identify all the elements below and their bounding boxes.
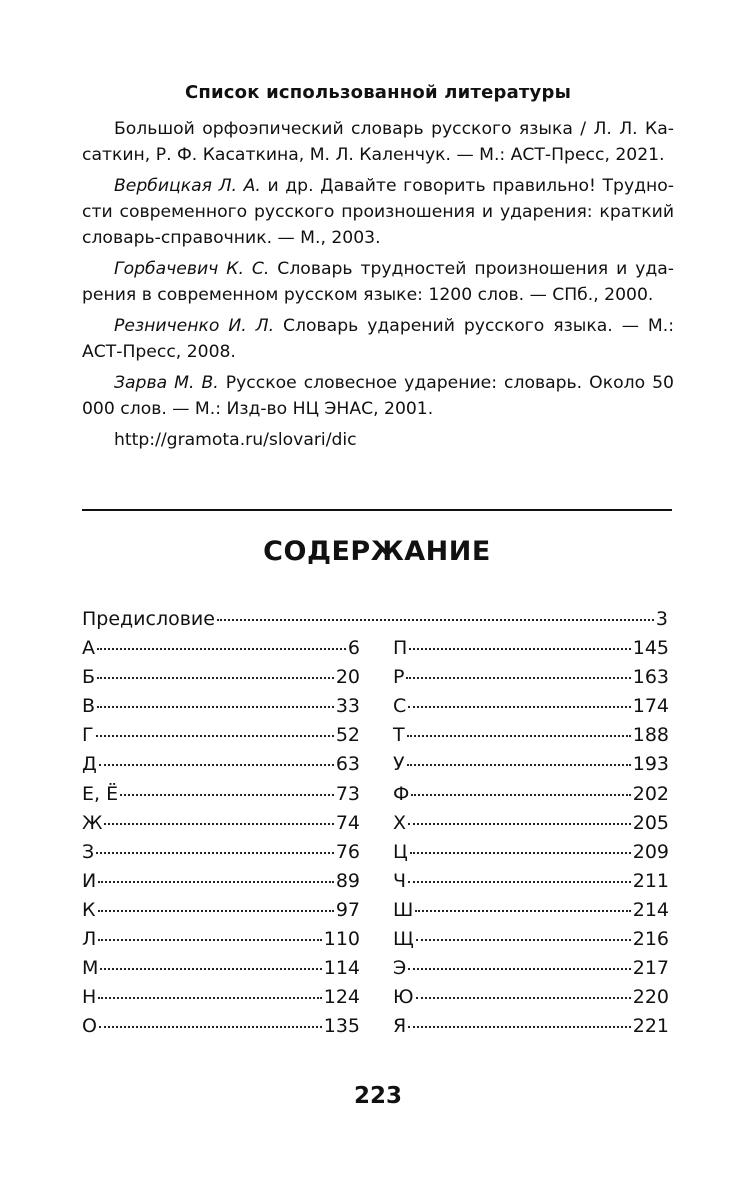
toc-label: У — [393, 753, 405, 776]
toc-entry — [393, 954, 669, 982]
toc-label: Ф — [393, 782, 410, 805]
toc-leader-dots — [416, 997, 631, 999]
bibliography-entry — [82, 173, 674, 251]
toc-label: Б — [82, 666, 96, 689]
toc-leader-dots — [217, 619, 654, 621]
toc-label: Я — [393, 1015, 407, 1038]
bibliography-entry — [82, 256, 674, 308]
toc-page: 73 — [335, 782, 360, 805]
toc-leader-dots — [410, 852, 631, 854]
toc-entry — [82, 867, 360, 895]
bibliography-entry — [82, 370, 674, 422]
toc-entry — [393, 983, 669, 1011]
toc-leader-dots — [97, 677, 334, 679]
toc-entry — [82, 721, 360, 749]
toc-leader-dots — [407, 735, 631, 737]
toc-entry — [82, 1012, 360, 1040]
toc-entry — [82, 750, 360, 778]
toc-leader-dots — [416, 939, 631, 941]
toc-leader-dots — [96, 735, 334, 737]
toc-page: 97 — [335, 898, 360, 921]
toc-page: 135 — [323, 1015, 360, 1038]
toc-page: 63 — [335, 753, 360, 776]
toc-label: С — [393, 695, 407, 718]
toc-leader-dots — [408, 706, 630, 708]
toc-label: Х — [393, 811, 407, 834]
toc-leader-dots — [104, 823, 333, 825]
toc-entry — [82, 663, 360, 691]
toc-leader-dots — [415, 910, 630, 912]
bibliography-entry — [82, 116, 674, 168]
toc-page: 211 — [632, 869, 669, 892]
toc-label: Е, Ё — [82, 782, 119, 805]
toc-label: Т — [393, 724, 405, 747]
toc-label: И — [82, 869, 97, 892]
toc-leader-dots — [98, 881, 334, 883]
toc-entry — [82, 809, 360, 837]
toc-label: Ц — [393, 840, 408, 863]
toc-label: Ш — [393, 898, 414, 921]
toc-leader-dots — [408, 1026, 631, 1028]
bibliography-title: Список использованной литературы — [184, 82, 572, 103]
toc-entry — [82, 896, 360, 924]
toc-leader-dots — [98, 997, 321, 999]
toc-entry — [393, 838, 669, 866]
toc-entry — [393, 867, 669, 895]
toc-entry — [393, 925, 669, 953]
toc-entry — [393, 780, 669, 808]
page-number: 223 — [353, 1083, 402, 1109]
toc-label: Ю — [393, 986, 414, 1009]
toc-page: 221 — [632, 1015, 669, 1038]
toc-page: 202 — [632, 782, 669, 805]
bibliography-list — [82, 116, 674, 458]
entry-author: Резниченко И. Л. — [114, 316, 275, 336]
toc-page: 20 — [335, 666, 360, 689]
toc-entry — [393, 634, 669, 662]
toc-leader-dots — [98, 939, 321, 941]
entry-author: Вербицкая Л. А. — [114, 176, 261, 196]
toc-leader-dots — [97, 706, 334, 708]
toc-entry — [393, 750, 669, 778]
toc-label: Н — [82, 986, 97, 1009]
toc-entry — [393, 692, 669, 720]
toc-leader-dots — [99, 1026, 322, 1028]
toc-label: Ж — [82, 811, 103, 834]
toc-page: 110 — [323, 928, 360, 950]
toc-page: 209 — [632, 840, 669, 863]
toc-entry-preface — [82, 605, 668, 633]
entry-url: http://gramota.ru/slovari/dic — [114, 430, 357, 450]
toc-label: Р — [393, 666, 405, 689]
toc-page: 33 — [335, 695, 360, 718]
toc-label: О — [82, 1015, 97, 1038]
toc-page: 216 — [632, 928, 669, 950]
toc-leader-dots — [98, 910, 334, 912]
toc-leader-dots — [411, 794, 630, 796]
toc-page: 6 — [347, 637, 360, 659]
entry-author: Зарва М. В. — [114, 373, 219, 393]
toc-label: Э — [393, 957, 407, 980]
toc-page: 3 — [655, 608, 668, 630]
toc-leader-dots — [408, 968, 630, 970]
entry-text: и др. Давайте говорить правильно! Трудности современного русского произношения и ударения: краткий словарь-справочник. — М., 2003. — [82, 176, 674, 248]
toc-page: 163 — [632, 666, 669, 689]
toc-page: 214 — [632, 898, 669, 921]
toc-label: Предисловие — [82, 608, 215, 630]
toc-leader-dots — [406, 677, 630, 679]
toc-leader-dots — [120, 794, 334, 796]
toc-page: 205 — [632, 811, 669, 834]
toc-leader-dots — [407, 764, 631, 766]
toc-page: 220 — [632, 986, 669, 1009]
toc-page: 52 — [335, 724, 360, 747]
toc-leader-dots — [99, 764, 334, 766]
toc-label: П — [393, 637, 408, 659]
toc-leader-dots — [408, 823, 631, 825]
toc-page: 124 — [323, 986, 360, 1009]
toc-label: Г — [82, 724, 94, 747]
toc-label: З — [82, 840, 95, 863]
toc-entry — [393, 809, 669, 837]
entry-text: Большой орфоэпический словарь русского языка / Л. Л. Касаткин, Р. Ф. Касаткина, М. Л. Каленчук. — М.: АСТ-Пресс, 2021. — [82, 119, 674, 165]
toc-page: 188 — [632, 724, 669, 747]
toc-entry — [82, 954, 360, 982]
entry-text: Русское словесное ударение: словарь. Около 50 000 слов. — М.: Изд-во НЦ ЭНАС, 2001. — [82, 373, 674, 419]
entry-text: Словарь ударений русского языка. — М.: АСТ-Пресс, 2008. — [82, 316, 674, 362]
toc-page: 76 — [335, 840, 360, 863]
toc-page: 145 — [632, 637, 669, 659]
section-divider — [82, 509, 672, 511]
toc-entry — [82, 634, 360, 662]
toc-label: Д — [82, 753, 97, 776]
toc-entry — [393, 663, 669, 691]
toc-label: М — [82, 957, 99, 980]
toc-entry — [393, 721, 669, 749]
contents-title: СОДЕРЖАНИЕ — [263, 536, 491, 567]
toc-label: А — [82, 637, 95, 659]
bibliography-entry — [82, 313, 674, 365]
toc-page: 193 — [632, 753, 669, 776]
toc-label: Ч — [393, 869, 407, 892]
bibliography-link — [82, 427, 674, 453]
entry-author: Горбачевич К. С. — [114, 259, 270, 279]
toc-leader-dots — [408, 881, 631, 883]
toc-label: Л — [82, 928, 97, 950]
toc-leader-dots — [100, 968, 321, 970]
toc-entry — [82, 780, 360, 808]
toc-leader-dots — [97, 648, 346, 650]
toc-entry — [393, 896, 669, 924]
toc-leader-dots — [96, 852, 334, 854]
toc-page: 217 — [632, 957, 669, 980]
toc-entry — [82, 925, 360, 953]
toc-leader-dots — [409, 648, 630, 650]
toc-page: 74 — [335, 811, 360, 834]
toc-entry — [82, 838, 360, 866]
toc-label: К — [82, 898, 96, 921]
toc-entry — [82, 983, 360, 1011]
toc-entry — [82, 692, 360, 720]
toc-page: 174 — [632, 695, 669, 718]
toc-page: 114 — [323, 957, 360, 980]
toc-label: Щ — [393, 928, 414, 950]
toc-page: 89 — [335, 869, 360, 892]
toc-label: В — [82, 695, 96, 718]
entry-text: Словарь трудностей произношения и ударения в современном русском языке: 1200 слов. — СПб., 2000. — [82, 259, 674, 305]
toc-entry — [393, 1012, 669, 1040]
